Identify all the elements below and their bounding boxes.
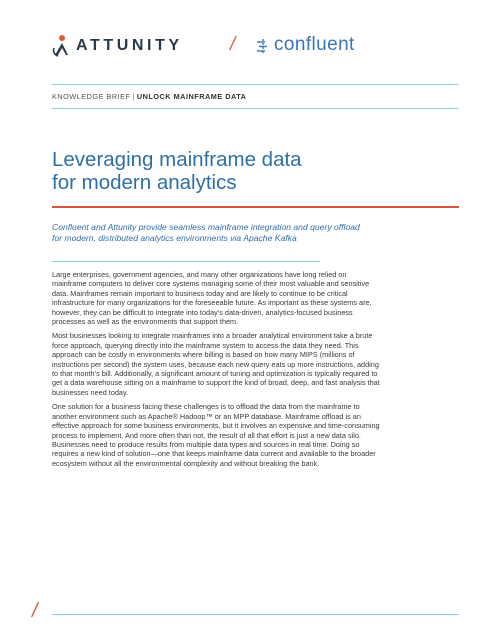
title-line-2: for modern analytics [52, 171, 237, 194]
kicker-divider: | [132, 92, 135, 101]
title-underline [52, 206, 459, 208]
subtitle-divider [52, 261, 320, 262]
title-line-1: Leveraging mainframe data [52, 148, 302, 171]
attunity-wordmark: ATTUNITY [76, 37, 183, 54]
paragraph: One solution for a business facing these challenges is to offload the data from the mainframe to another environment such as Apache® Hadoop™ or an MPP database. Mainframe offload is an effective approach for some business environments, but it involves an expensive and time-consuming process to implement. And more often than not, the result of all that effort is just a new data silo. Businesses need to produce results from multiple data types and sources in real time. Doing so requires a new kind of solution—one that keeps mainframe data current and available to the broader ecosystem without all the environmental complexity and without breaking the bank. [52, 402, 380, 468]
kicker-divider-line [52, 108, 459, 109]
kicker [52, 92, 246, 101]
body-text [52, 270, 382, 473]
kicker-topic: UNLOCK MAINFRAME DATA [136, 92, 247, 101]
bottom-divider [52, 614, 459, 615]
footer-slash-mark: / [32, 600, 38, 622]
kicker-section: KNOWLEDGE BRIEF [52, 92, 131, 101]
page-title [52, 148, 432, 194]
attunity-logo-icon [52, 34, 68, 58]
header-logos [52, 30, 372, 62]
paragraph: Large enterprises, government agencies, and many other organizations have long relied on mainframe computers to deliver core systems managing some of their most valuable and sensitive data. Mainframes remain important to business today and are likely to continue to be critical infrastructure for many organizations for the foreseeable future. As important as these systems are, however, they can be difficult to integrate into today’s data-driven, analytics-focused business processes as well as the environments that support them. [52, 270, 372, 327]
logo-separator: / [230, 34, 236, 55]
subtitle: Confluent and Attunity provide seamless mainframe integration and query offload for modern, distributed analytics environments via Apache Kafka [52, 222, 360, 244]
paragraph: Most businesses looking to integrate mainframes into a broader analytical environment take a brute force approach, querying directly into the mainframe system to access the data they need. This approach can be costly in environments where billing is based on how many MIPS (millions of instructions per second) the system uses, because each new query eats up more instructions, adding to that month’s bill. Additionally, a significant amount of tuning and optimization is typically required to get a data warehouse sitting on a mainframe to support the kind of broad, deep, and fast analysis that businesses need today. [52, 331, 380, 397]
confluent-wordmark: confluent [274, 34, 355, 55]
confluent-logo-icon [257, 39, 275, 54]
top-divider [52, 84, 459, 85]
